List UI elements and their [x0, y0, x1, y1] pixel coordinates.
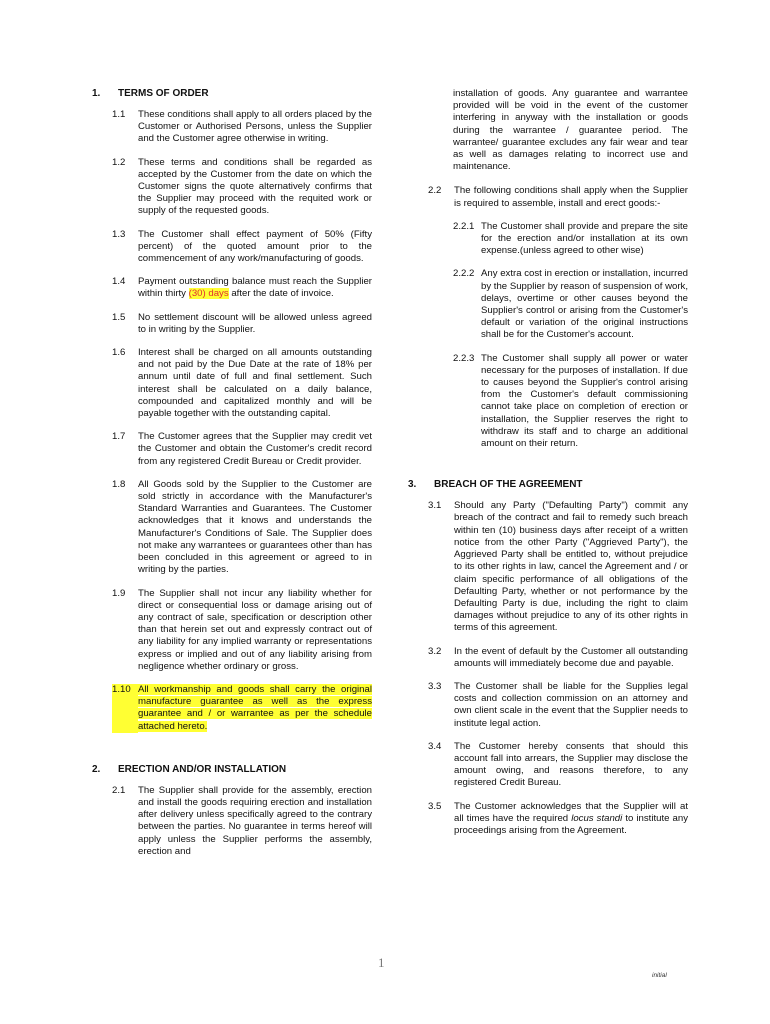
clause-1-5 [92, 312, 372, 336]
clause-3-1 [408, 500, 688, 634]
clause-1-3 [92, 229, 372, 266]
clause-number: 2.2 [428, 185, 442, 197]
clause-text: The Customer shall provide and prepare the site for the erection and/or installation at its own expense.(unless agreed to other wise) [481, 220, 688, 257]
clause-text: These conditions shall apply to all orders placed by the Customer or Authorised Persons, unless the Supplier and the Customer agree otherwise in writing. [138, 109, 372, 145]
section-1-heading [92, 88, 372, 99]
clause-1-1 [92, 109, 372, 146]
spacer [408, 461, 688, 479]
clause-number: 1.9 [112, 587, 126, 599]
clause-text [138, 276, 372, 300]
clause-text-start: The Customer acknowledges that the Supplier will at all times have the required [454, 800, 688, 824]
section-title: TERMS OF ORDER [118, 88, 209, 99]
spacer [92, 744, 372, 764]
clause-text [138, 684, 372, 733]
clause-2-1 [92, 785, 372, 858]
clause-1-10 [92, 684, 372, 733]
clause-2-2-3 [408, 353, 688, 451]
clause-number: 1.8 [112, 478, 126, 490]
clause-number: 3.5 [428, 800, 442, 812]
clause-number: 3.4 [428, 740, 442, 752]
clause-1-6 [92, 347, 372, 420]
clause-number: 1.7 [112, 431, 126, 443]
clause-text [454, 801, 688, 838]
clause-1-8 [92, 479, 372, 577]
clause-text: The Supplier shall not incur any liability whether for direct or consequential loss or damage arising out of any contract of sale, specification or description other than that herein set out and expressly contract out of any liability for any implied warranty or representations express or implied and out of any liability arising from negligence whether ordinary or gross. [138, 587, 372, 672]
clause-text: The Customer agrees that the Supplier may credit vet the Customer and obtain the Customer's credit record from any registered Credit Bureau or Credit provider. [138, 431, 372, 467]
clause-text: The Supplier shall provide for the assembly, erection and install the goods requiring erection and installation after delivery unless specifically agreed to the contrary between the parties. No guarantee in terms hereof will apply unless the Supplier performs the assembly, erection and [138, 784, 372, 857]
clause-text: The Customer shall be liable for the Supplies legal costs and collection commission on an attorney and own client scale in the event that the Supplier needs to institute legal action. [454, 680, 688, 729]
clause-1-7 [92, 431, 372, 468]
clause-text: These terms and conditions shall be regarded as accepted by the Customer from the date on which the Customer signs the quote alternatively confirms that the Supplier may proceed with the requited work or supply of the requested goods. [138, 156, 372, 217]
clause-number: 2.2.3 [453, 352, 475, 364]
section-title: BREACH OF THE AGREEMENT [434, 479, 583, 491]
clause-number: 1.2 [112, 156, 126, 168]
clause-2-2-1 [408, 221, 688, 258]
clause-text: Any extra cost in erection or installation, incurred by the Supplier by reason of suspension of work, delays, overtime or other causes beyond the Supplier's control or arising from the Customer's default or variation of the original instructions shall be for the Customer's account. [481, 268, 688, 341]
initial-label: initial [652, 972, 667, 979]
clause-number: 2.2.2 [453, 268, 475, 280]
clause-number: 1.4 [112, 276, 126, 288]
clause-text-start: Payment outstanding balance must reach the Supplier within thirty [138, 276, 372, 300]
section-3-heading [408, 479, 688, 490]
clause-text: The Customer shall effect payment of 50% (Fifty percent) of the quoted amount prior to the commencement of any work/manufacturing of goods. [138, 228, 372, 265]
clause-number: 1.5 [112, 311, 126, 323]
clause-text: No settlement discount will be allowed unless agreed to in writing by the Supplier. [138, 311, 372, 335]
clause-3-3 [408, 681, 688, 730]
left-column [92, 88, 372, 869]
clause-text: The following conditions shall apply when the Supplier is required to assemble, install and erect goods:- [454, 185, 688, 209]
clause-text: All Goods sold by the Supplier to the Customer are sold strictly in accordance with the Manufacturer's Standard Warranties and Guarantees. The Customer acknowledges that it knows and understands the Manufacturer's Conditions of Sale. The Supplier does not make any warrantees or guarantees other than has been concluded in this agreement or agreed to in writing by the parties. [138, 478, 372, 576]
section-2-heading [92, 764, 372, 775]
clause-text: Interest shall be charged on all amounts outstanding and not paid by the Due Date at the rate of 18% per annum until date of full and final settlement. Such interest shall be calculated on a daily balance, compounded and capitalized monthly and will be payable together with the outstanding capital. [138, 347, 372, 420]
clause-1-9 [92, 588, 372, 673]
clause-1-2 [92, 157, 372, 218]
highlighted-clause-text: All workmanship and goods shall carry the original manufacture guarantee as well as the express guarantee and / or warrantee as per the schedule attached hereto. [138, 683, 372, 732]
clause-number: 1.1 [112, 109, 126, 120]
clause-number: 1.10 [112, 684, 138, 733]
clause-text: In the event of default by the Customer all outstanding amounts will immediately become due and payable. [454, 645, 688, 669]
clause-number: 2.1 [112, 784, 126, 796]
section-title: ERECTION AND/OR INSTALLATION [118, 763, 287, 775]
highlighted-days: (30) days [188, 288, 229, 300]
clause-number: 2.2.1 [453, 220, 475, 232]
clause-3-2 [408, 646, 688, 670]
clause-text-end: after the date of invoice. [228, 288, 334, 300]
clause-text-end: to institute any proceedings arising from the Agreement. [454, 812, 689, 836]
clause-number: 3.3 [428, 680, 442, 692]
clause-text: The Customer hereby consents that should this account fall into arrears, the Supplier may disclose the amount owing, and reasons therefore, to any registered Credit Bureau. [454, 740, 688, 789]
clause-3-5 [408, 801, 688, 838]
clause-number: 3.1 [428, 500, 442, 512]
section-number: 3. [408, 479, 417, 491]
clause-3-4 [408, 741, 688, 790]
clause-2-1-continued: installation of goods. Any guarantee and warrantee provided will be void in the event of the customer interfering in anyway with the installation or goods during the warrantee / guarantee period. The warrantee/ guarantee excludes any fair wear and tear as well as damages relating to incorrect use and maintenance. [453, 88, 688, 173]
clause-text: The Customer shall supply all power or water necessary for the purposes of installation. If due to causes beyond the Supplier's control arising from the Customer's default commissioning cannot take place on completion of erection or installation, the Supplier reserves the right to withdraw its staff and to charge an additional amount on their return. [481, 352, 688, 450]
section-number: 2. [92, 763, 101, 775]
clause-1-4 [92, 276, 372, 300]
italic-term: locus standi [571, 812, 623, 824]
clause-2-2-2 [408, 268, 688, 341]
clause-number: 1.3 [112, 228, 126, 240]
clause-number: 3.2 [428, 645, 442, 657]
clause-text: Should any Party ("Defaulting Party") commit any breach of the contract and fail to remedy such breach within ten (10) business days after receipt of a written notice from the other Party ("Aggrieved Party"), the Aggrieved Party shall be entitled to, without prejudice to its other rights in law, cancel the Agreement and / or claim specific performance of all obligations of the Defaulting Party, whether or not performance by the Defaulting Party is due, including the right to claim damages without prejudice to any of its other rights in terms of this agreement. [454, 500, 688, 634]
right-column [408, 88, 688, 848]
clause-2-2 [408, 185, 688, 209]
clause-number: 1.6 [112, 347, 126, 359]
page-number: 1 [378, 955, 385, 970]
section-number: 1. [92, 88, 101, 99]
